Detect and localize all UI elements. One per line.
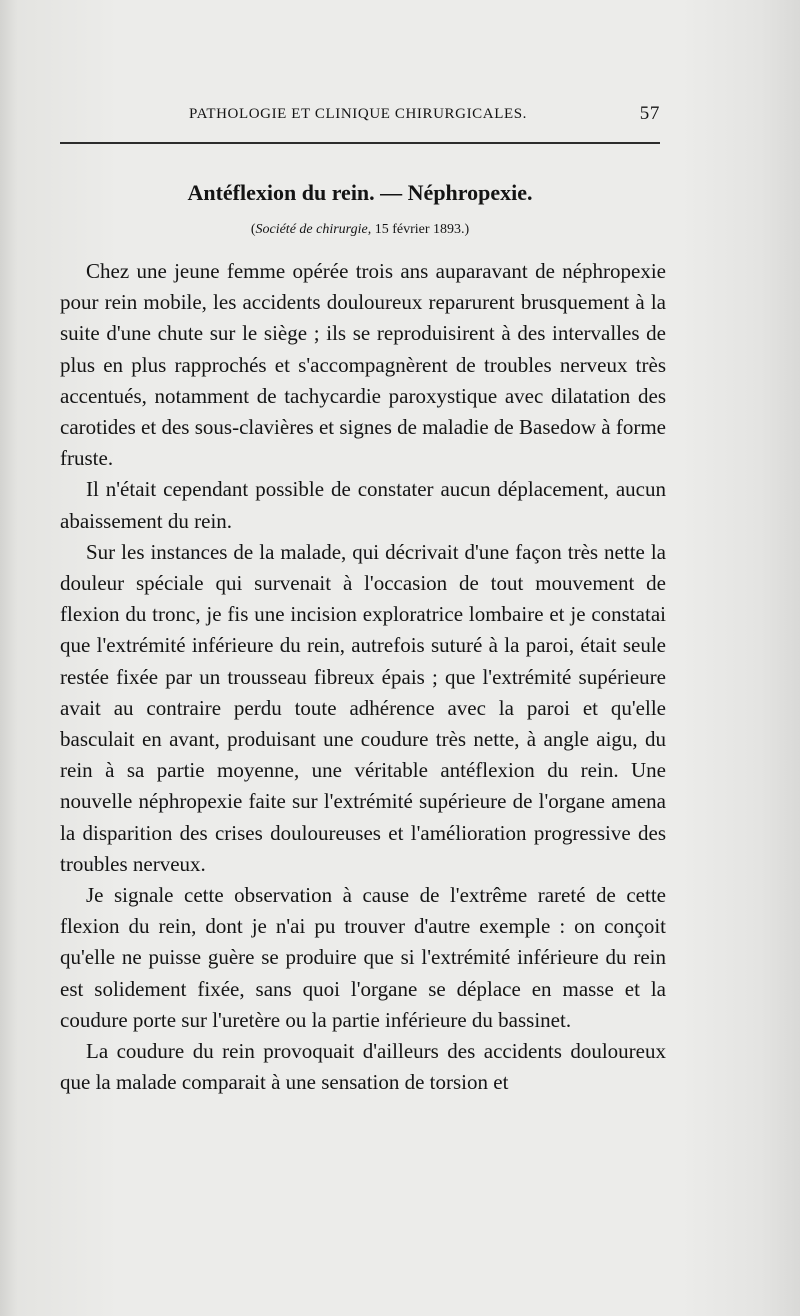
article-body: [60, 256, 666, 1098]
paragraph-1: Chez une jeune femme opérée trois ans auparavant de néphropexie pour rein mobile, les accidents douloureux reparurent brusquement à la suite d'une chute sur le siège ; ils se reproduisirent à des intervalles de plus en plus rapprochés et s'accompagnèrent de troubles nerveux très accentués, notamment de tachycardie paroxystique avec dilatation des carotides et des sous-clavières et signes de maladie de Basedow à forme fruste.: [60, 259, 666, 471]
source-date: , 15 février 1893.): [367, 222, 470, 237]
paragraph-4: Je signale cette observation à cause de l'extrême rareté de cette flexion du rein, dont je n'ai pu trouver d'autre exemple : on conçoit qu'elle ne puisse guère se produire que si l'extrémité inférieure du rein est solidement fixée, sans quoi l'organe se déplace en masse et la coudure porte sur l'uretère ou la partie inférieure du bassinet.: [60, 883, 666, 1032]
paragraph-3: Sur les instances de la malade, qui décrivait d'une façon très nette la douleur spéciale qui survenait à l'occasion de tout mouvement de flexion du tronc, je fis une incision exploratrice lombaire et je constatai que l'extrémité inférieure du rein, autrefois suturé à la paroi, était seule restée fixée par un trousseau fibreux épais ; que l'extrémité supérieure avait au contraire perdu toute adhérence avec la paroi et qu'elle basculait en avant, produisant une coudure très nette, à angle aigu, du rein à sa partie moyenne, une véritable antéflexion du rein. Une nouvelle néphropexie faite sur l'extrémité supérieure de l'organe amena la disparition des crises douloureuses et l'amélioration progressive des troubles nerveux.: [60, 539, 666, 876]
header-rule: [60, 142, 660, 144]
running-head: [60, 103, 660, 129]
running-title: PATHOLOGIE ET CLINIQUE CHIRURGICALES.: [189, 106, 528, 122]
paragraph-2: Il n'était cependant possible de constater aucun déplacement, aucun abaissement du rein.: [60, 477, 666, 533]
article-source: [60, 220, 660, 240]
paragraph-5: La coudure du rein provoquait d'ailleurs des accidents douloureux que la malade comparait à une sensation de torsion et: [60, 1039, 666, 1095]
source-society: Société de chirurgie: [255, 222, 368, 237]
article-title: Antéflexion du rein. — Néphropexie.: [187, 180, 533, 205]
page-number: 57: [639, 103, 660, 124]
source-open: (: [250, 222, 256, 237]
